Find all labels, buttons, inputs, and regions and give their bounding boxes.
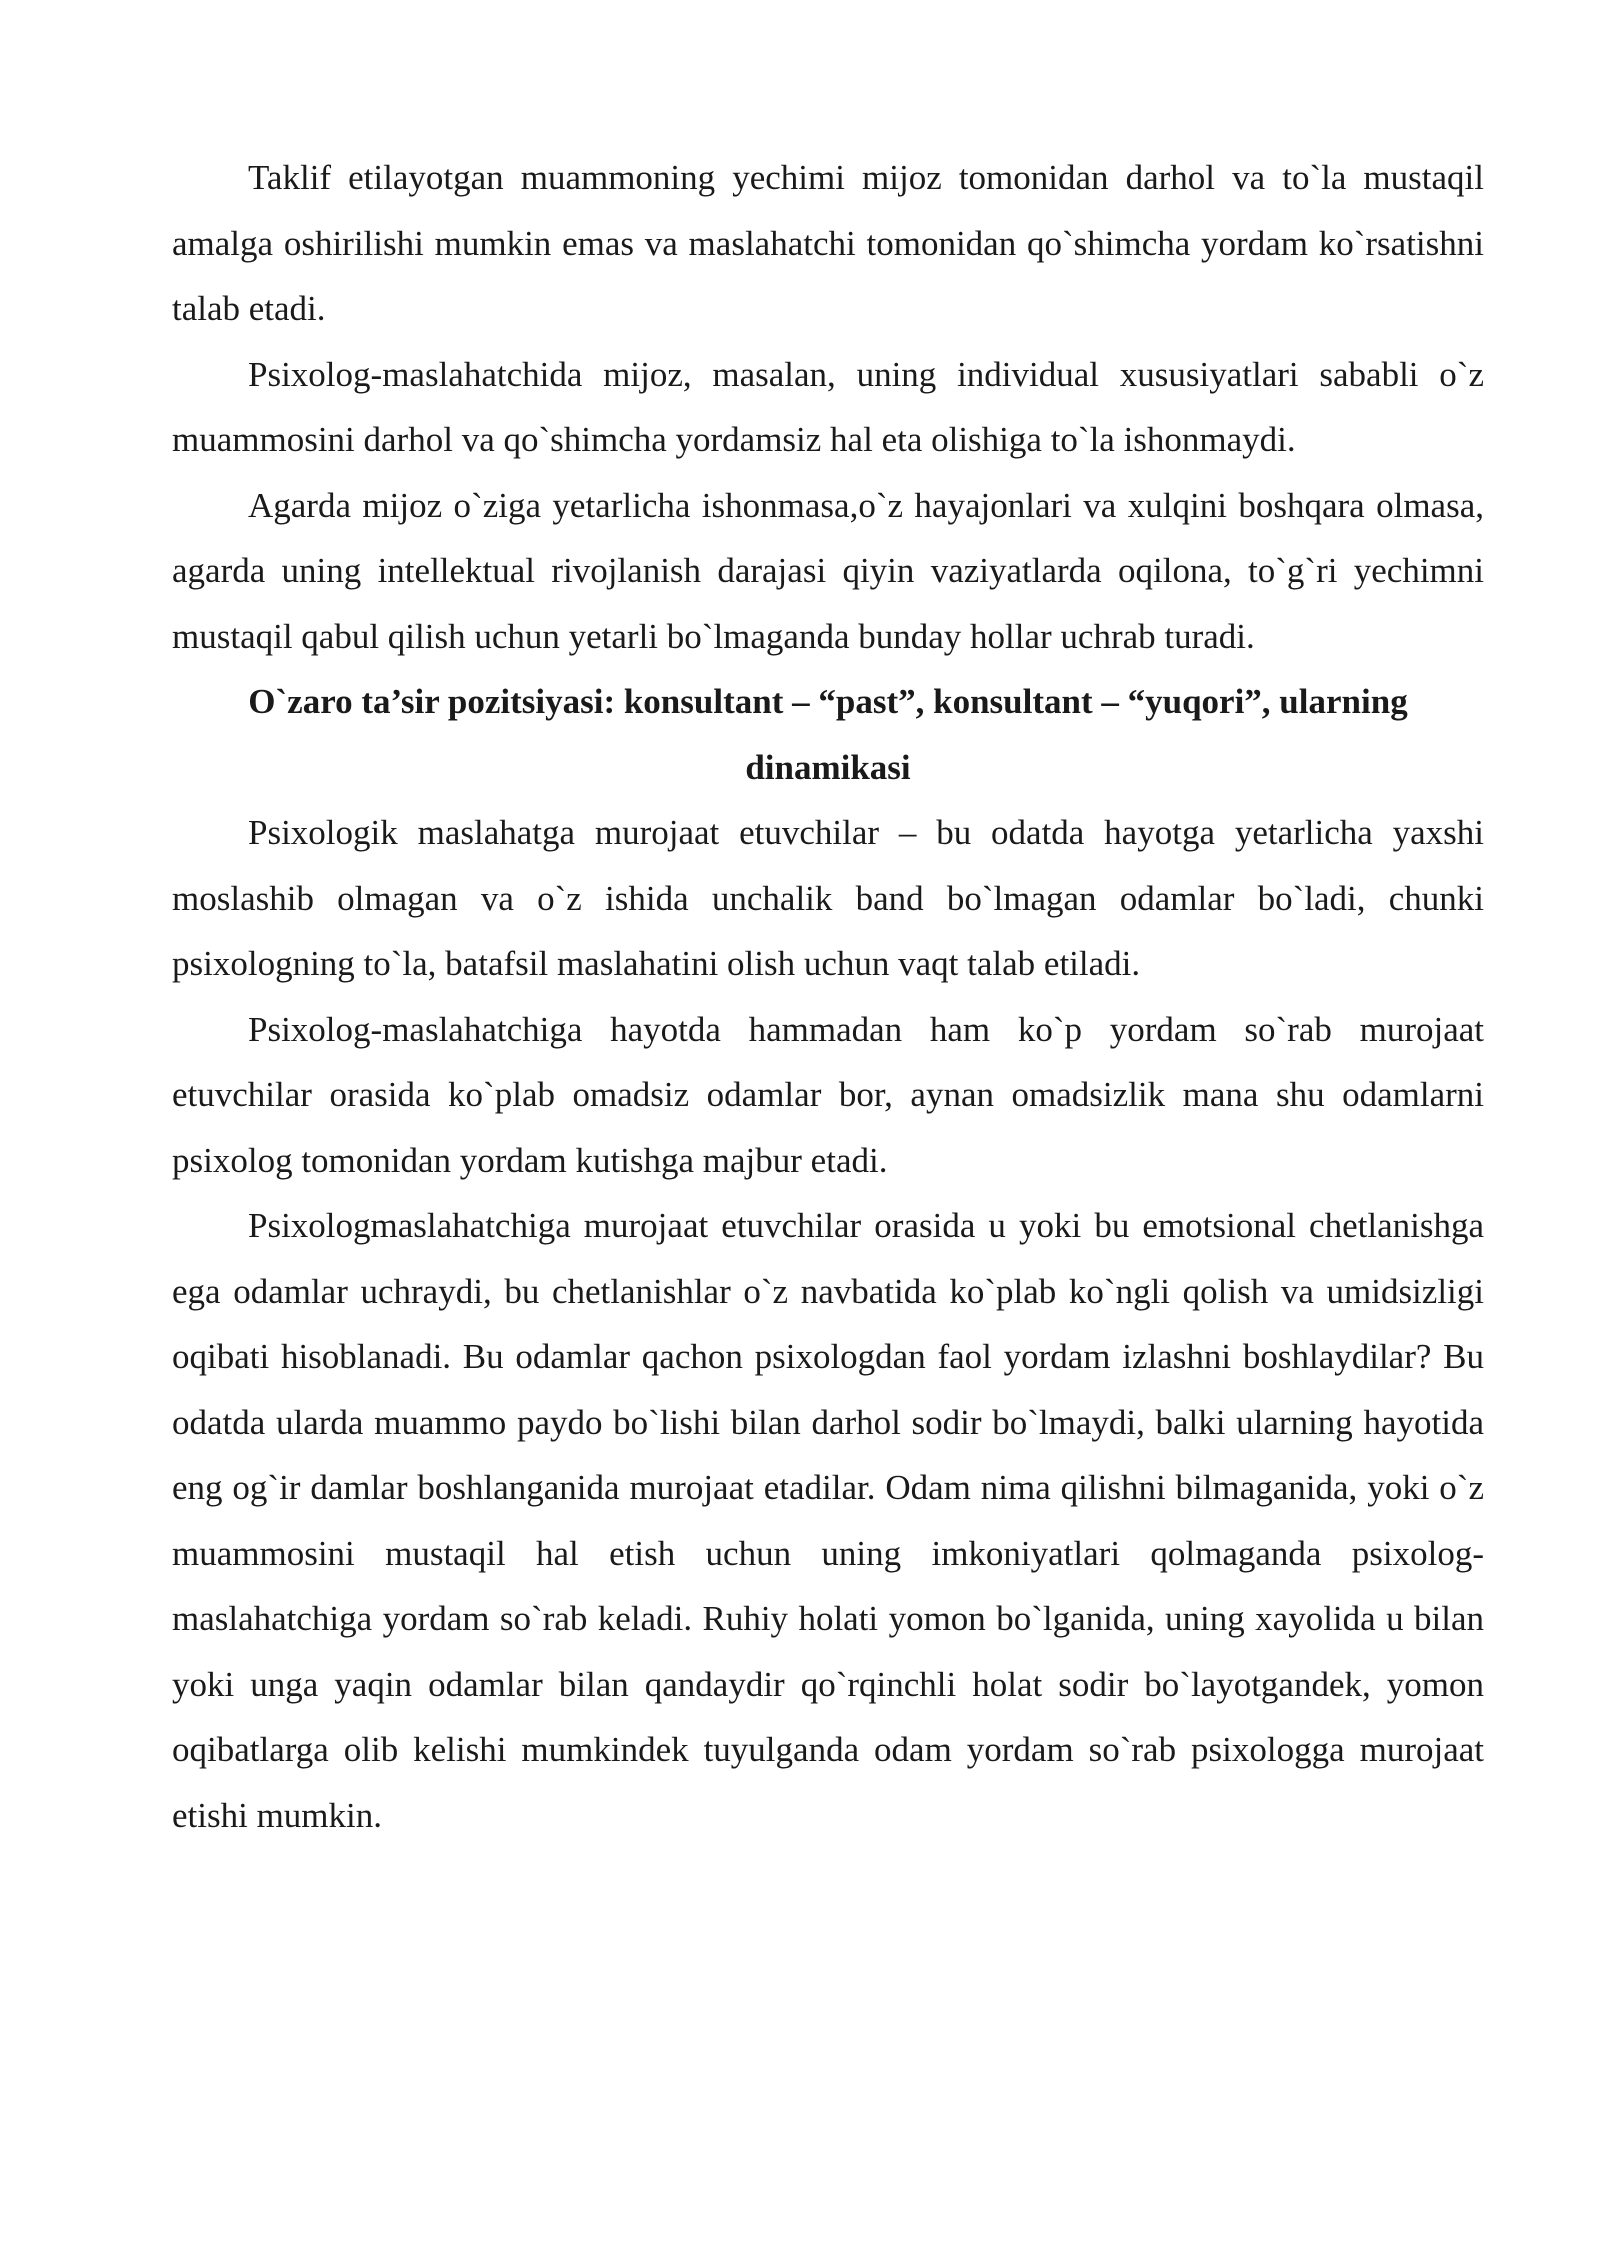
- document-page: [172, 145, 1484, 1848]
- paragraph-client-doubts: Psixolog-maslahatchida mijoz, masalan, uning individual xususiyatlari sababli o`z muammosini darhol va qo`shimcha yordamsiz hal eta olishiga to`la ishonmaydi.: [172, 354, 1484, 459]
- paragraph-solution-requires-help: Taklif etilayotgan muammoning yechimi mijoz tomonidan darhol va to`la mustaqil amalga oshirilishi mumkin emas va maslahatchi tomonidan qo`shimcha yordam ko`rsatishni talab etadi.: [172, 158, 1484, 328]
- paragraph-low-confidence: Agarda mijoz o`ziga yetarlicha ishonmasa,o`z hayajonlari va xulqini boshqara olmasa, agarda uning intellektual rivojlanish darajasi qiyin vaziyatlarda oqilona, to`g`ri yechimni mustaqil qabul qilish uchun yetarli bo`lmaganda bunday hollar uchrab turadi.: [172, 485, 1484, 656]
- paragraph-unlucky-people: Psixolog-maslahatchiga hayotda hammadan ham ko`p yordam so`rab murojaat etuvchilar orasida ko`plab omadsiz odamlar bor, aynan omadsizlik mana shu odamlarni psixolog tomonidan yordam kutishga majbur etadi.: [172, 1009, 1484, 1180]
- paragraph-who-seeks-counseling: Psixologik maslahatga murojaat etuvchilar – bu odatda hayotga yetarlicha yaxshi moslashib olmagan va o`z ishida unchalik band bo`lmagan odamlar bo`ladi, chunki psixologning to`la, batafsil maslahatini olish uchun vaqt talab etiladi.: [172, 813, 1484, 983]
- section-heading: O`zaro ta’sir pozitsiyasi: konsultant – “past”, konsultant – “yuqori”, ularning dinamikasi: [248, 682, 1408, 787]
- paragraph-emotional-deviation: Psixologmaslahatchiga murojaat etuvchilar orasida u yoki bu emotsional chetlanishga ega odamlar uchraydi, bu chetlanishlar o`z navbatida ko`plab ko`ngli qolish va umidsizligi oqibati hisoblanadi. Bu odamlar qachon psixologdan faol yordam izlashni boshlaydilar? Bu odatda ularda muammo paydo bo`lishi bilan darhol sodir bo`lmaydi, balki ularning hayotida eng og`ir damlar boshlanganida murojaat etadilar. Odam nima qilishni bilmaganida, yoki o`z muammosini mustaqil hal etish uchun uning imkoniyatlari qolmaganda psixolog-maslahatchiga yordam so`rab keladi. Ruhiy holati yomon bo`lganida, uning xayolida u bilan yoki unga yaqin odamlar bilan qandaydir qo`rqinchli holat sodir bo`layotgandek, yomon oqibatlarga olib kelishi mumkindek tuyulganda odam yordam so`rab psixologga murojaat etishi mumkin.: [172, 1206, 1484, 1835]
